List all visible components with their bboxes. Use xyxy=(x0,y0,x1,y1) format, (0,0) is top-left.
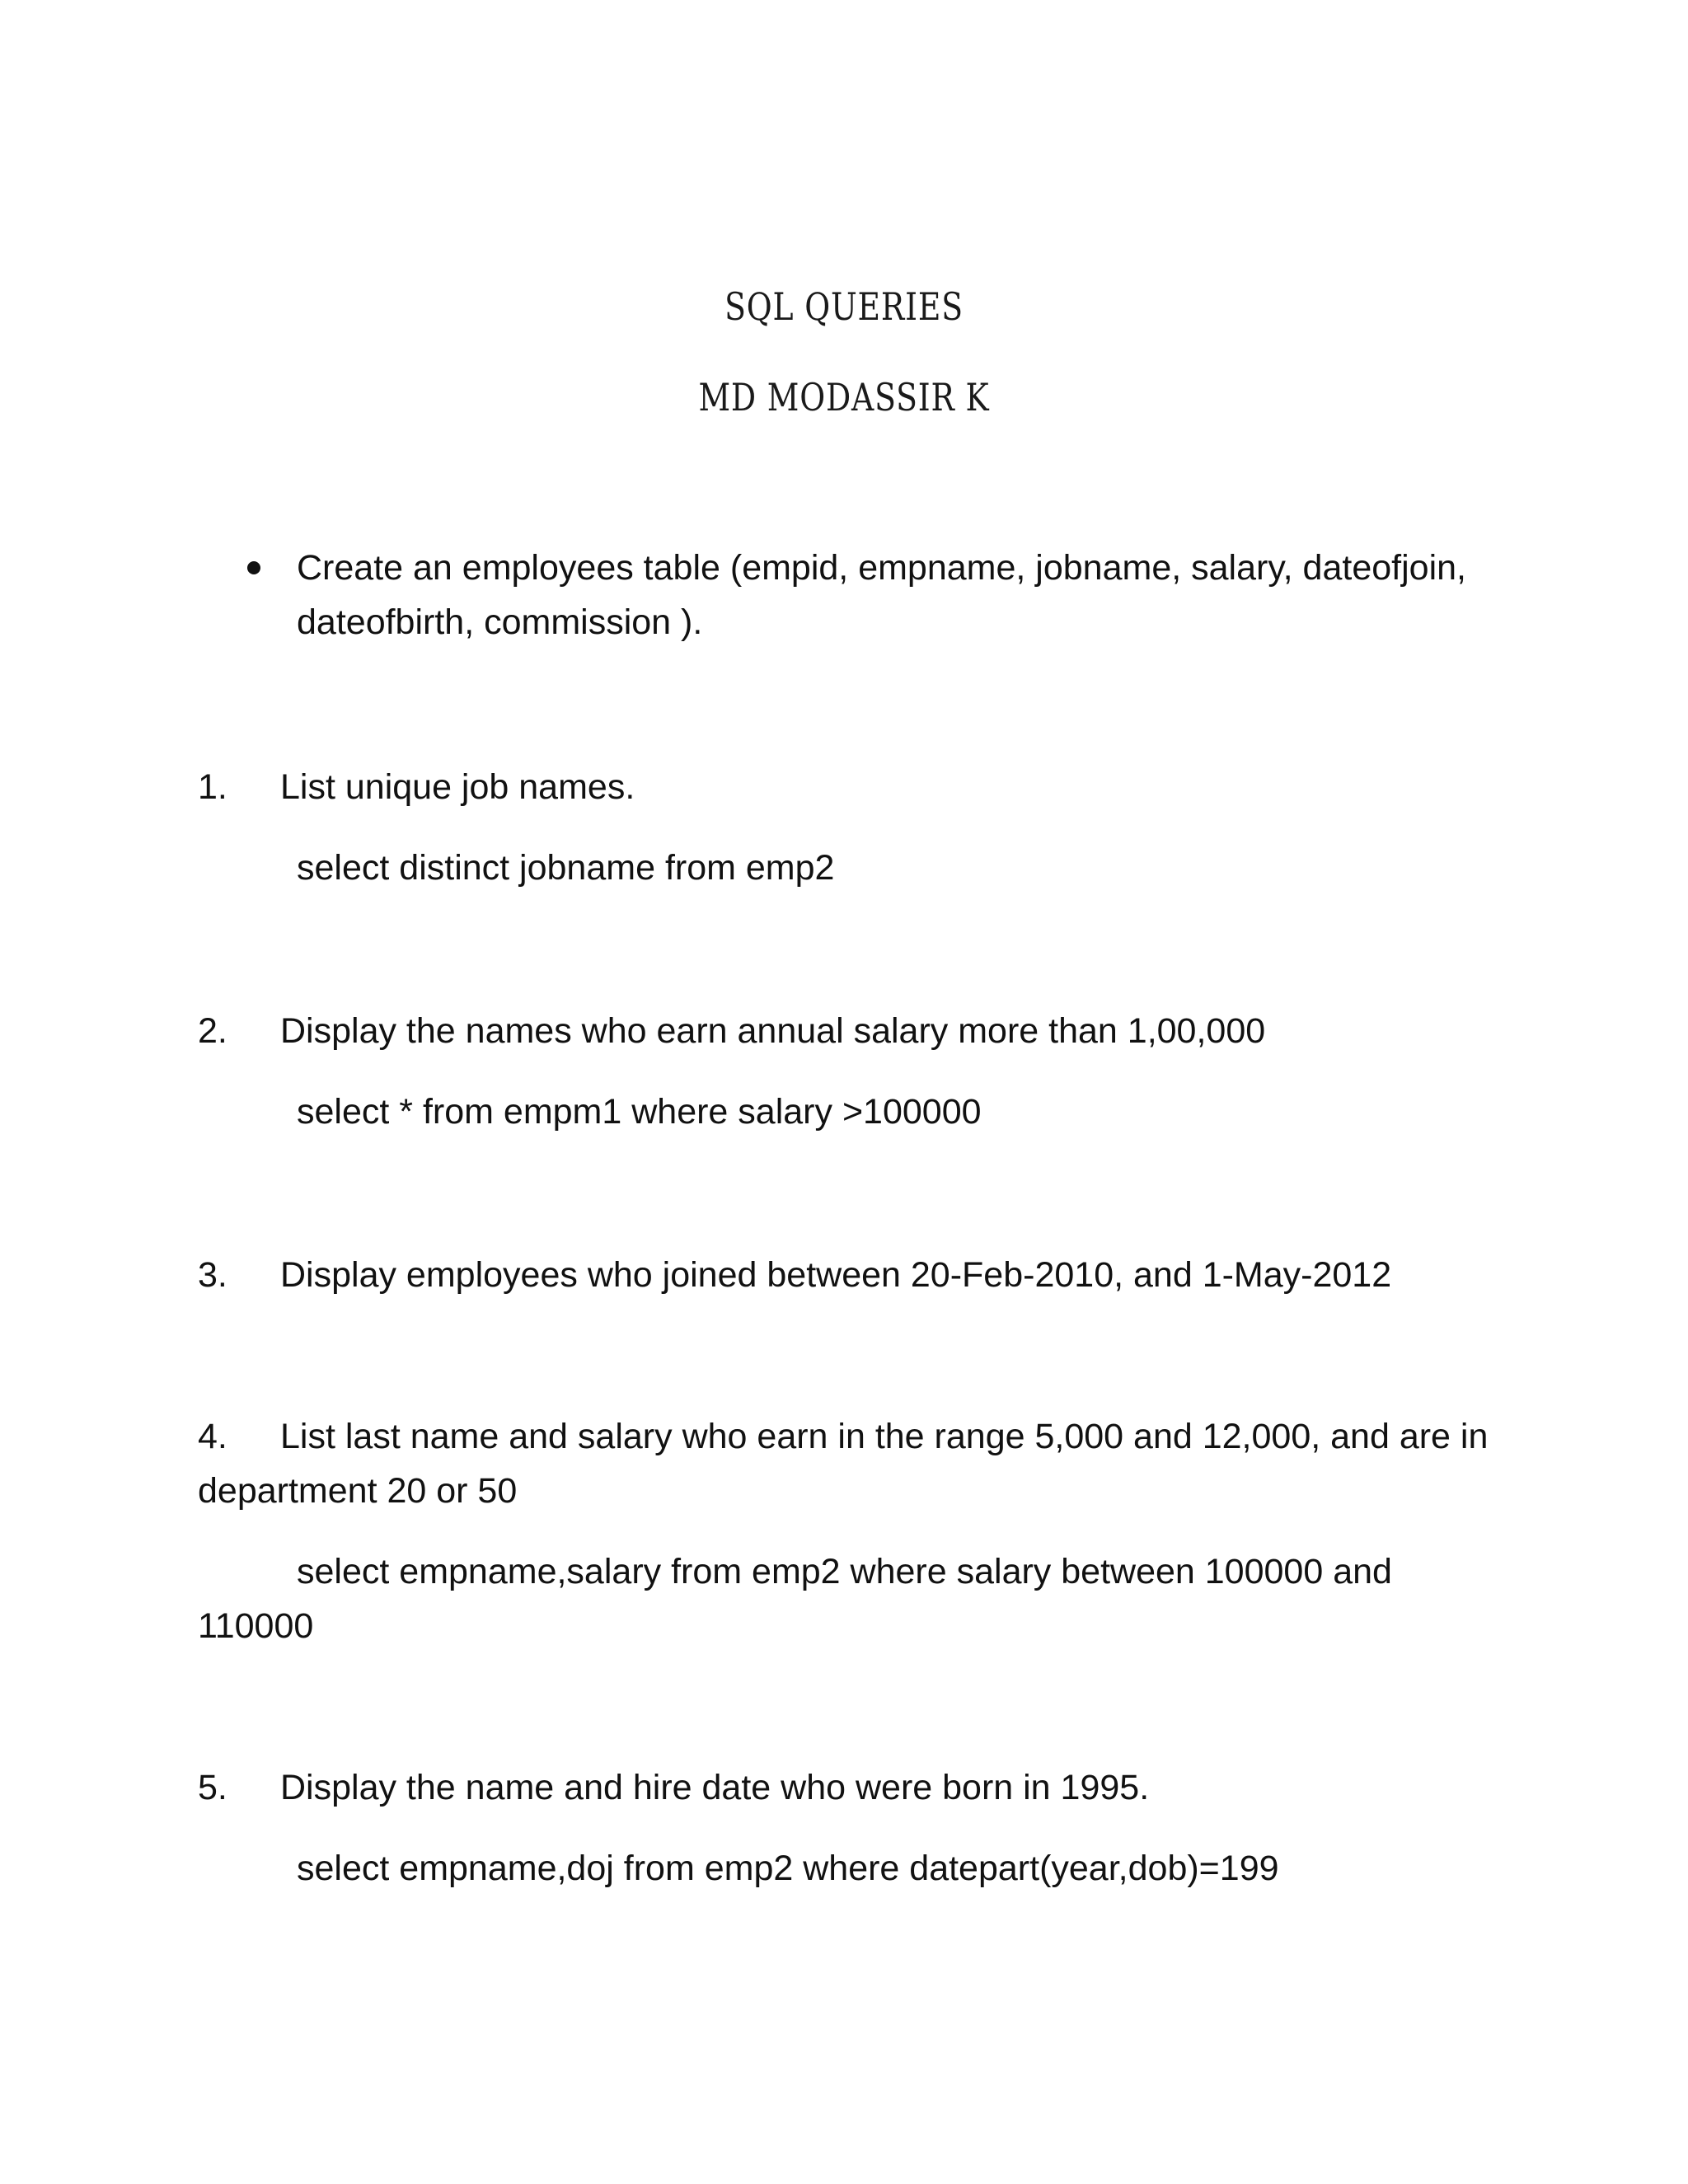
item-5-number: 5. xyxy=(198,1768,227,1807)
bullet-icon xyxy=(247,561,260,574)
item-4-number: 4. xyxy=(198,1417,227,1456)
item-2-number: 2. xyxy=(198,1011,227,1051)
document-author: MD MODASSIR K xyxy=(698,375,990,419)
item-3-question: Display employees who joined between 20-Feb-2010, and 1-May-2012 xyxy=(280,1255,1392,1295)
item-4-question-line-2: department 20 or 50 xyxy=(198,1471,518,1511)
item-4-answer-line-1: select empname,salary from emp2 where salary between 100000 and xyxy=(297,1552,1392,1591)
item-4-question-line-1: List last name and salary who earn in the range 5,000 and 12,000, and are in xyxy=(280,1417,1489,1456)
item-5-question: Display the name and hire date who were born in 1995. xyxy=(280,1768,1150,1807)
item-2-question: Display the names who earn annual salary more than 1,00,000 xyxy=(280,1011,1266,1051)
item-1-question: List unique job names. xyxy=(280,767,635,807)
item-4-answer-line-2: 110000 xyxy=(198,1606,314,1646)
intro-line-2: dateofbirth, commission ). xyxy=(297,602,703,642)
item-2-answer: select * from empm1 where salary >100000 xyxy=(297,1092,982,1132)
item-3-number: 3. xyxy=(198,1255,227,1295)
item-5-answer: select empname,doj from emp2 where datepart(year,dob)=199 xyxy=(297,1849,1279,1888)
intro-line-1: Create an employees table (empid, empname, jobname, salary, dateofjoin, xyxy=(297,548,1466,588)
item-1-number: 1. xyxy=(198,767,227,807)
item-1-answer: select distinct jobname from emp2 xyxy=(297,848,835,888)
document-title: SQL QUERIES xyxy=(724,284,964,329)
intro-text xyxy=(297,541,1466,649)
